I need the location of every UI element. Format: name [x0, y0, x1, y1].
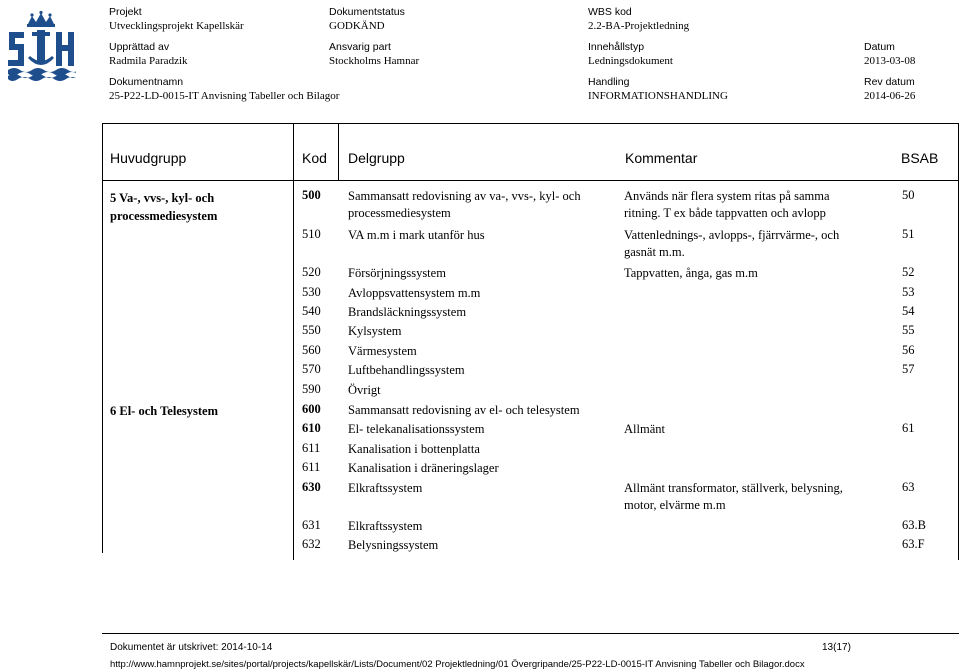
col-huvudgrupp: Huvudgrupp — [110, 150, 187, 166]
row-kod: 630 — [302, 480, 321, 494]
group-6-label: 6 El- och Telesystem — [110, 404, 218, 418]
kommentar-line: Vattenlednings-, avlopps-, fjärrvärme-, och — [624, 228, 840, 242]
dokumentnamn-label: Dokumentnamn — [109, 76, 184, 88]
row-kod: 631 — [302, 518, 321, 532]
row-kod: 560 — [302, 343, 321, 357]
delgrupp-line: Värmesystem — [348, 344, 417, 358]
delgrupp-line: Elkraftssystem — [348, 519, 423, 533]
row-bsab: 63 — [902, 480, 915, 494]
delgrupp-line: El- telekanalisationssystem — [348, 422, 485, 436]
row-bsab: 61 — [902, 421, 915, 435]
delgrupp-line: Kanalisation i bottenplatta — [348, 442, 480, 456]
upprattad-value: Radmila Paradzik — [109, 55, 188, 67]
row-bsab: 63.B — [902, 518, 926, 532]
row-kommentar — [624, 480, 843, 514]
dokumentstatus-label: Dokumentstatus — [329, 6, 405, 18]
kommentar-line: Allmänt transformator, ställverk, belysning, — [624, 481, 843, 495]
projekt-label: Projekt — [109, 6, 142, 18]
row-bsab: 55 — [902, 323, 915, 337]
innehallstyp-value: Ledningsdokument — [588, 55, 673, 67]
handling-value: INFORMATIONSHANDLING — [588, 90, 728, 102]
row-bsab: 57 — [902, 362, 915, 376]
row-kod: 590 — [302, 382, 321, 396]
row-delgrupp — [348, 402, 580, 419]
dokumentstatus-value: GODKÄND — [329, 20, 385, 32]
row-delgrupp — [348, 518, 422, 535]
row-bsab: 54 — [902, 304, 915, 318]
delgrupp-line: Avloppsvattensystem m.m — [348, 286, 481, 300]
row-delgrupp — [348, 265, 446, 282]
row-delgrupp — [348, 441, 480, 458]
dokumentnamn-value: 25-P22-LD-0015-IT Anvisning Tabeller och Bilagor — [109, 90, 340, 102]
row-delgrupp — [348, 304, 466, 321]
delgrupp-line: Elkraftssystem — [348, 481, 423, 495]
footer-page: 13(17) — [822, 642, 851, 653]
footer-url[interactable]: http://www.hamnprojekt.se/sites/portal/projects/kapellskär/Lists/Document/02 Projektledning/01 Övergripande/25-P22-LD-0015-IT Anvisning Tabeller och Bilagor.docx — [110, 659, 805, 670]
row-bsab: 51 — [902, 227, 915, 241]
row-kod: 600 — [302, 402, 321, 416]
kommentar-line: ritning. T ex både tappvatten och avlopp — [624, 206, 826, 220]
col-delgrupp: Delgrupp — [348, 150, 405, 166]
row-delgrupp — [348, 382, 381, 399]
row-delgrupp — [348, 285, 480, 302]
delgrupp-line: Belysningssystem — [348, 538, 439, 552]
wbs-value: 2.2-BA-Projektledning — [588, 20, 690, 32]
row-bsab: 53 — [902, 285, 915, 299]
row-delgrupp — [348, 421, 484, 438]
footer-divider — [102, 633, 959, 634]
revdatum-label: Rev datum — [864, 76, 915, 88]
row-kommentar — [624, 188, 830, 222]
row-bsab: 50 — [902, 188, 915, 202]
delgrupp-line: Brandsläckningssystem — [348, 305, 467, 319]
delgrupp-line: Försörjningssystem — [348, 266, 446, 280]
delgrupp-line: Kylsystem — [348, 324, 402, 338]
datum-label: Datum — [864, 41, 895, 53]
row-kod: 540 — [302, 304, 321, 318]
row-bsab: 63.F — [902, 537, 925, 551]
row-kommentar — [624, 227, 839, 261]
wbs-label: WBS kod — [588, 6, 632, 18]
row-kod: 510 — [302, 227, 321, 241]
ansvarig-label: Ansvarig part — [329, 41, 391, 53]
row-kod: 570 — [302, 362, 321, 376]
row-kod: 500 — [302, 188, 321, 202]
handling-label: Handling — [588, 76, 630, 88]
row-delgrupp — [348, 460, 499, 477]
projekt-value: Utvecklingsprojekt Kapellskär — [109, 20, 244, 32]
kommentar-line: Allmänt — [624, 422, 665, 436]
row-kod: 611 — [302, 460, 321, 474]
col-kommentar: Kommentar — [625, 150, 698, 166]
delgrupp-line: Sammansatt redovisning av va-, vvs-, kyl- och — [348, 189, 581, 203]
row-delgrupp — [348, 188, 581, 222]
row-kod: 530 — [302, 285, 321, 299]
delgrupp-line: processmediesystem — [348, 206, 451, 220]
row-kod: 611 — [302, 441, 321, 455]
kommentar-line: gasnät m.m. — [624, 245, 685, 259]
row-delgrupp — [348, 323, 401, 340]
delgrupp-line: Luftbehandlingssystem — [348, 363, 465, 377]
delgrupp-line: Sammansatt redovisning av el- och telesystem — [348, 403, 580, 417]
datum-value: 2013-03-08 — [864, 55, 916, 67]
row-kod: 550 — [302, 323, 321, 337]
row-kod: 520 — [302, 265, 321, 279]
delgrupp-line: VA m.m i mark utanför hus — [348, 228, 485, 242]
stockholms-hamnar-logo — [6, 10, 76, 82]
col-kod: Kod — [302, 150, 327, 166]
ansvarig-value: Stockholms Hamnar — [329, 55, 420, 67]
row-bsab: 56 — [902, 343, 915, 357]
row-kod: 610 — [302, 421, 321, 435]
revdatum-value: 2014-06-26 — [864, 90, 916, 102]
row-delgrupp — [348, 227, 485, 244]
row-delgrupp — [348, 537, 438, 554]
row-kod: 632 — [302, 537, 321, 551]
row-delgrupp — [348, 343, 417, 360]
row-delgrupp — [348, 362, 465, 379]
delgrupp-line: Kanalisation i dräneringslager — [348, 461, 499, 475]
kommentar-line: motor, elvärme m.m — [624, 498, 726, 512]
row-kommentar — [624, 265, 758, 282]
group-5-label: 5 Va-, vvs-, kyl- och processmediesystem — [110, 191, 218, 223]
innehallstyp-label: Innehållstyp — [588, 41, 645, 53]
delgrupp-line: Övrigt — [348, 383, 381, 397]
upprattad-label: Upprättad av — [109, 41, 170, 53]
row-bsab: 52 — [902, 265, 915, 279]
kommentar-line: Tappvatten, ånga, gas m.m — [624, 266, 758, 280]
col-bsab: BSAB — [901, 150, 939, 166]
row-delgrupp — [348, 480, 422, 497]
row-kommentar — [624, 421, 665, 438]
footer-printed: Dokumentet är utskrivet: 2014-10-14 — [110, 642, 273, 653]
kommentar-line: Används när flera system ritas på samma — [624, 189, 830, 203]
